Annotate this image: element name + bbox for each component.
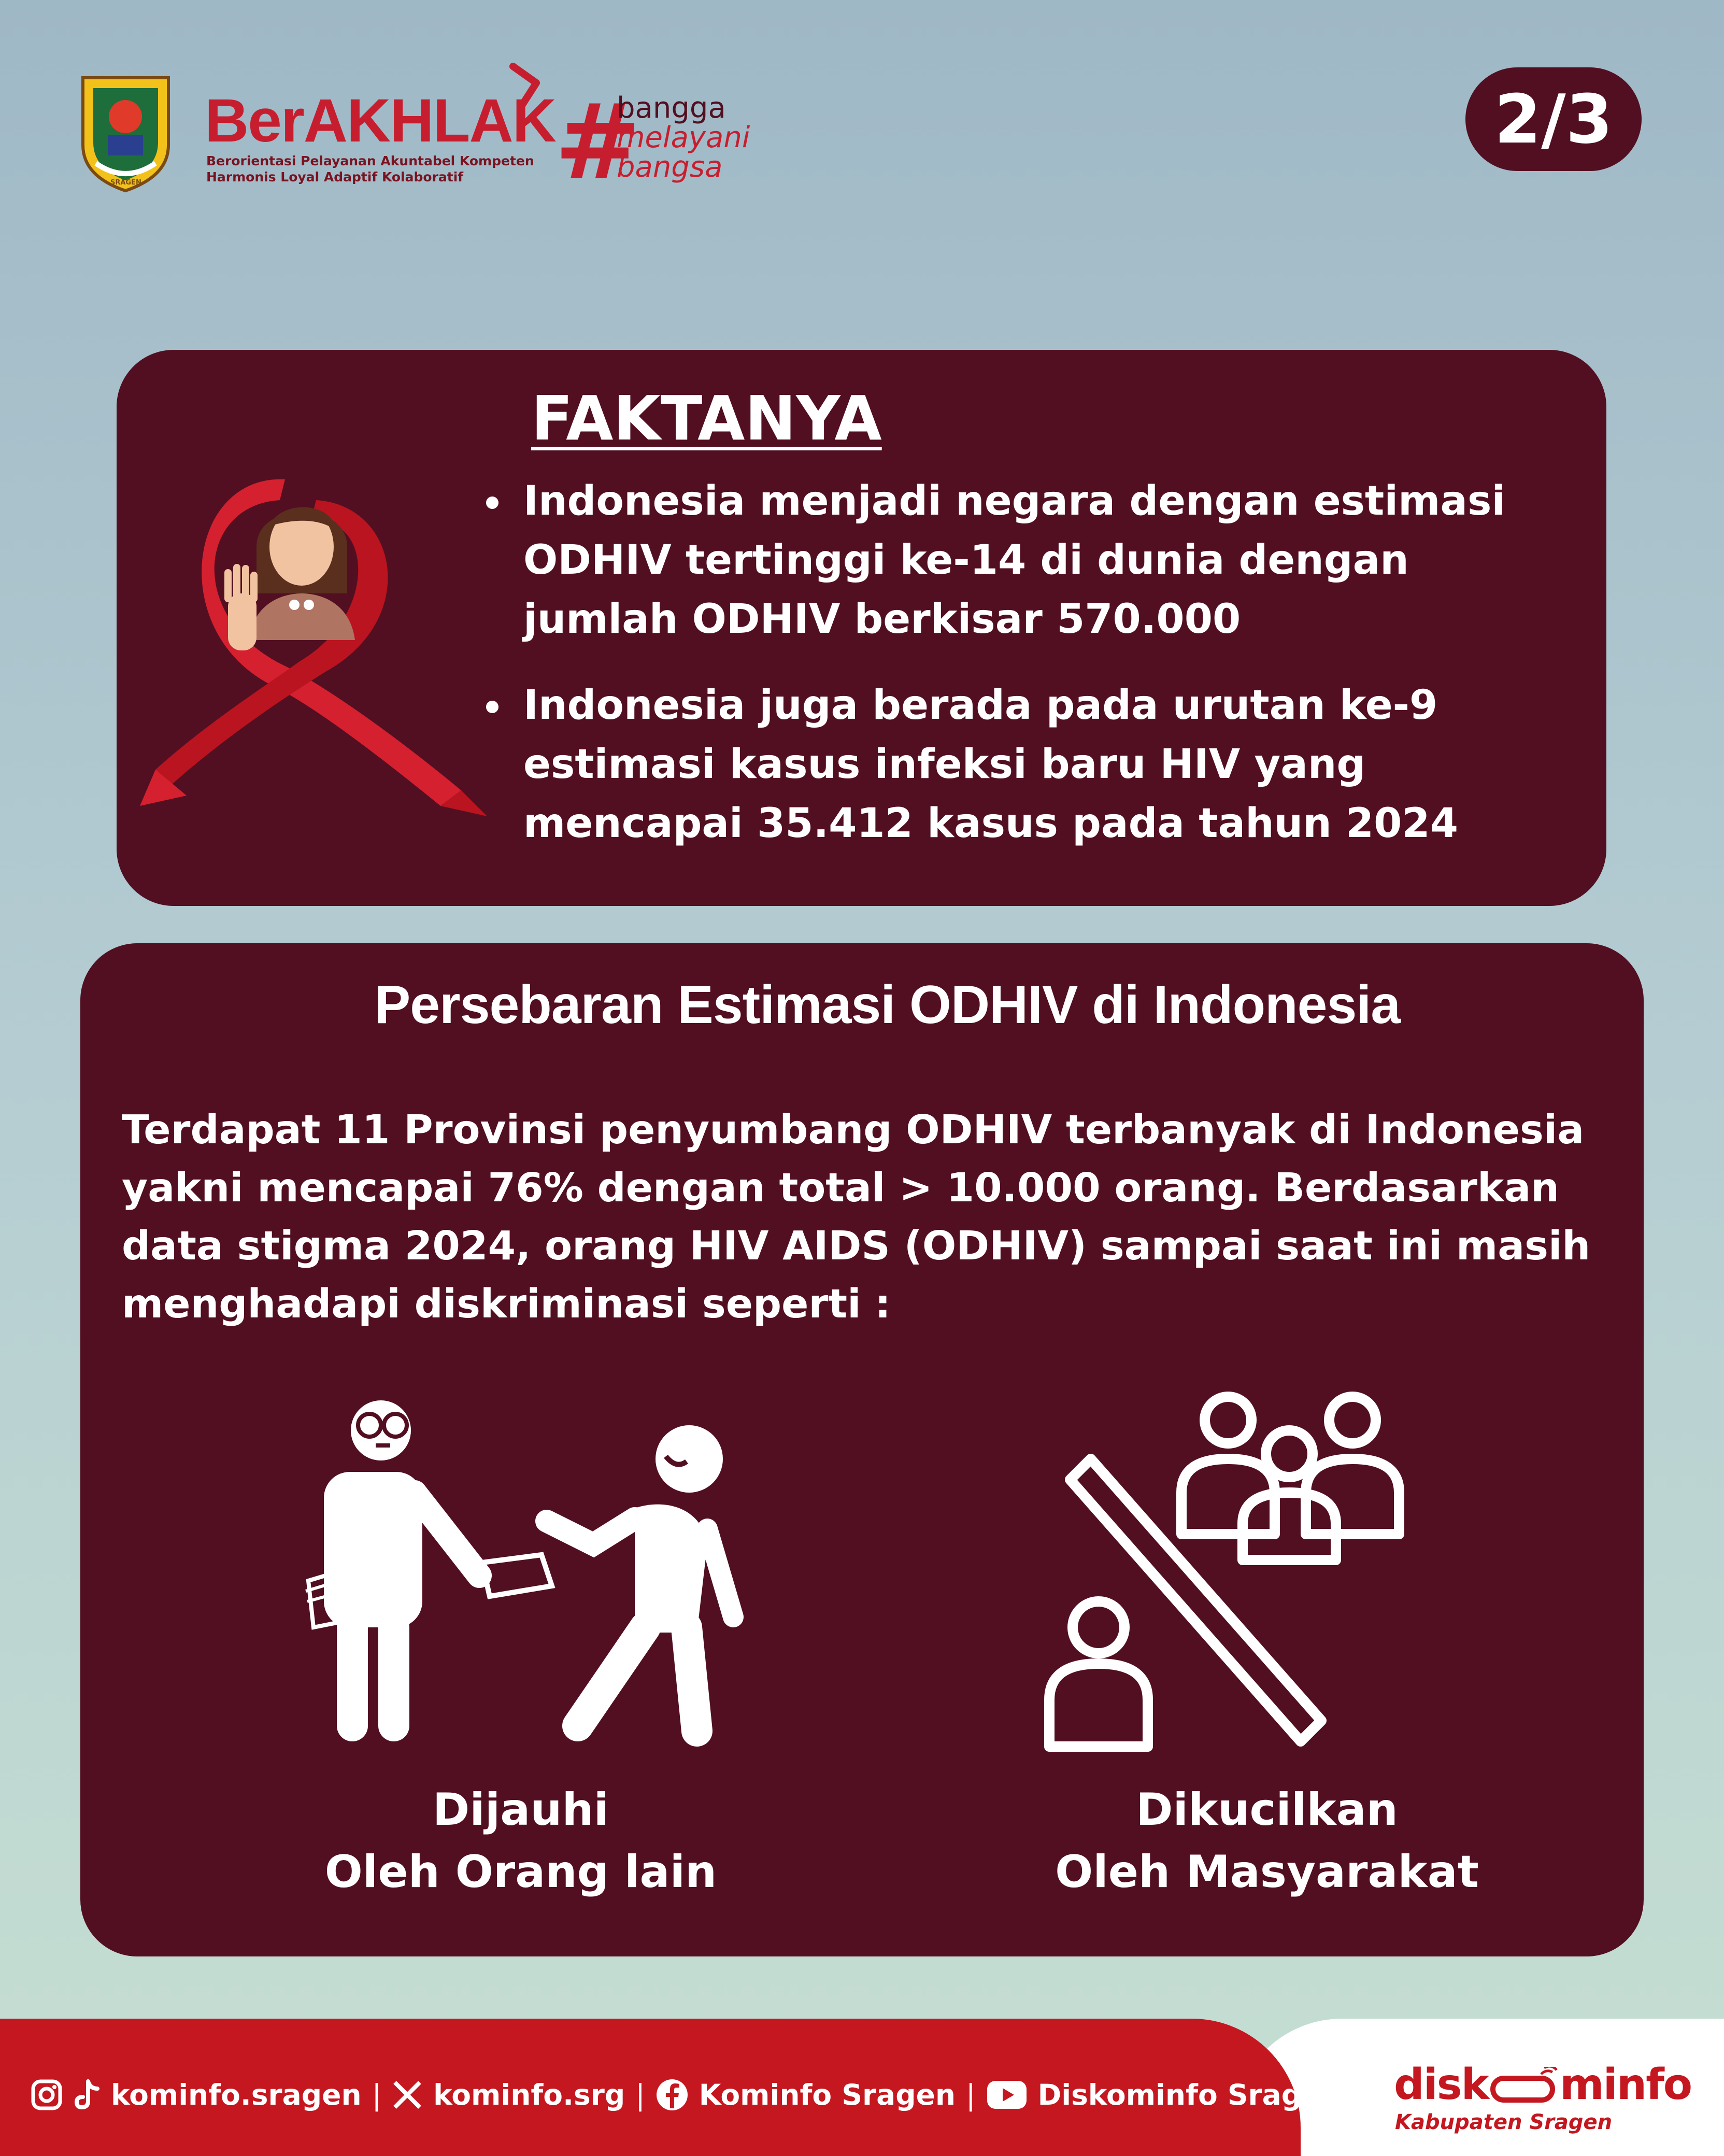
x-icon[interactable] <box>392 2079 423 2110</box>
x-handle[interactable]: kominfo.srg <box>433 2078 625 2111</box>
youtube-handle[interactable]: Diskominfo Sragen <box>1037 2078 1342 2111</box>
shunned-label-line-2: Oleh Orang lain <box>324 1846 717 1898</box>
brand-sub-line-2: Harmonis Loyal Adaptif Kolaboratif <box>206 169 464 185</box>
hashtag-icon: # <box>554 82 642 203</box>
distribution-title: Persebaran Estimasi ODHIV di Indonesia <box>374 975 1401 1035</box>
diskominfo-logo <box>1394 2060 1691 2109</box>
aids-ribbon-woman-illustration <box>130 469 492 821</box>
facebook-icon[interactable] <box>656 2078 689 2111</box>
tagline-line-3: bangsa <box>617 150 723 184</box>
signal-pill-icon <box>1490 2067 1558 2103</box>
distribution-body: Terdapat 11 Provinsi penyumbang ODHIV terbanyak di Indonesia yakni mencapai 76% dengan total > 10.000 orang. Berdasarkan data stigma 2024, orang HIV AIDS (ODHIV) sampai saat ini masih menghadapi diskriminasi seperti : <box>122 1107 1591 1327</box>
facts-title: FAKTANYA <box>531 382 882 454</box>
emblem-label: SRAGEN <box>110 179 141 187</box>
chevron-right-icon <box>508 62 544 109</box>
page-indicator: 2/3 <box>1465 67 1642 171</box>
excluded-label-line-2: Oleh Masyarakat <box>1055 1846 1479 1898</box>
footer-socials <box>30 2078 1342 2111</box>
excluded-label-line-1: Dikucilkan <box>1136 1784 1398 1836</box>
tagline-line-2: melayani <box>617 121 750 154</box>
brand-sub-line-1: Berorientasi Pelayanan Akuntabel Kompeten <box>206 153 534 168</box>
facts-bullet-1: Indonesia menjadi negara dengan estimasi ODHIV tertinggi ke-14 di dunia dengan jumlah ODHIV berkisar 570.000 <box>523 472 1534 649</box>
instagram-icon[interactable] <box>30 2078 63 2111</box>
berakhlak-logo-text: BerAKHLAK <box>205 87 555 155</box>
facts-bullet-2: Indonesia juga berada pada urutan ke-9 estimasi kasus infeksi baru HIV yang mencapai 35.412 kasus pada tahun 2024 <box>523 676 1534 853</box>
youtube-icon[interactable] <box>986 2080 1028 2110</box>
tiktok-icon[interactable] <box>74 2078 101 2111</box>
instagram-tiktok-handle[interactable]: kominfo.sragen <box>111 2078 362 2111</box>
sragen-emblem <box>78 73 174 194</box>
facts-list <box>523 472 1534 880</box>
diskominfo-sub: Kabupaten Sragen <box>1395 2110 1613 2134</box>
hashtag-tagline <box>617 93 750 182</box>
tagline-line-1: bangga <box>617 91 726 125</box>
footer-separator: | <box>966 2078 976 2111</box>
logo-left-text: disk <box>1394 2060 1489 2109</box>
excluded-label <box>1023 1779 1511 1903</box>
shunned-label <box>277 1779 764 1903</box>
facebook-handle[interactable]: Kominfo Sragen <box>699 2078 956 2111</box>
excluded-person-icon <box>1042 1389 1415 1752</box>
berakhlak-values <box>206 153 534 185</box>
logo-right-text: minfo <box>1560 2060 1692 2109</box>
shunned-person-icon <box>303 1394 744 1747</box>
footer-separator: | <box>372 2078 382 2111</box>
footer-separator: | <box>635 2078 645 2111</box>
shunned-label-line-1: Dijauhi <box>432 1784 609 1836</box>
